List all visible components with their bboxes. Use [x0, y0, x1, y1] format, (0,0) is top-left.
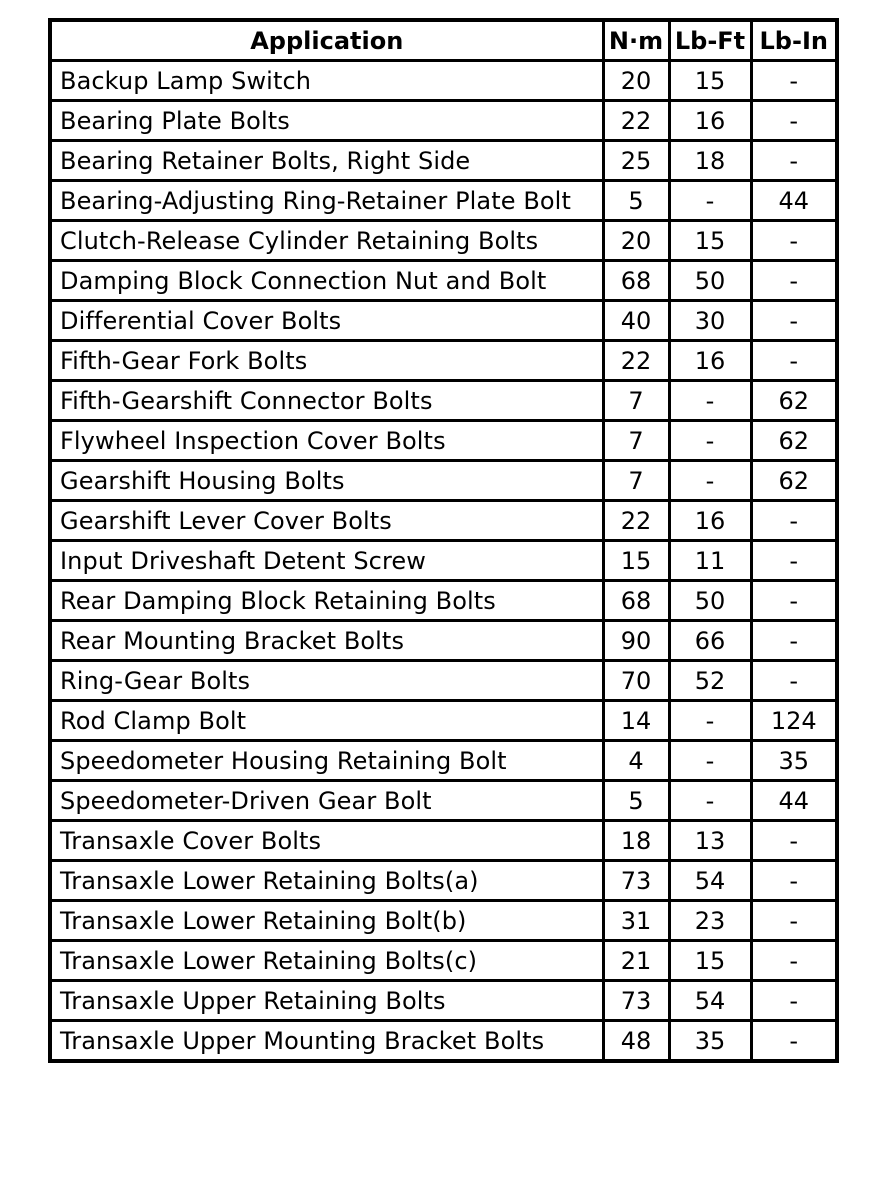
cell-lbin: 62: [751, 461, 837, 501]
cell-nm: 5: [603, 181, 669, 221]
table-row: [50, 101, 837, 141]
table-row: [50, 501, 837, 541]
cell-lbft: 66: [669, 621, 751, 661]
cell-lbin: 44: [751, 181, 837, 221]
table-row: [50, 421, 837, 461]
table-row: [50, 221, 837, 261]
cell-lbft: 16: [669, 341, 751, 381]
cell-nm: 20: [603, 221, 669, 261]
cell-lbin: 124: [751, 701, 837, 741]
cell-lbft: 35: [669, 1021, 751, 1062]
cell-lbft: 15: [669, 221, 751, 261]
table-row: [50, 1021, 837, 1062]
cell-lbft: -: [669, 781, 751, 821]
cell-lbin: -: [751, 341, 837, 381]
cell-lbin: -: [751, 661, 837, 701]
cell-nm: 7: [603, 381, 669, 421]
cell-lbft: 15: [669, 941, 751, 981]
cell-nm: 48: [603, 1021, 669, 1062]
cell-lbin: -: [751, 101, 837, 141]
cell-lbin: 35: [751, 741, 837, 781]
column-header-lbft: Lb-Ft: [669, 20, 751, 61]
cell-lbin: -: [751, 501, 837, 541]
cell-lbft: 54: [669, 861, 751, 901]
cell-nm: 70: [603, 661, 669, 701]
cell-application: Input Driveshaft Detent Screw: [50, 541, 603, 581]
table-row: [50, 701, 837, 741]
table-row: [50, 861, 837, 901]
table-row: [50, 261, 837, 301]
cell-lbft: 16: [669, 501, 751, 541]
table-row: [50, 941, 837, 981]
cell-lbft: -: [669, 461, 751, 501]
cell-lbin: -: [751, 821, 837, 861]
cell-lbft: 15: [669, 61, 751, 101]
cell-application: Fifth-Gearshift Connector Bolts: [50, 381, 603, 421]
cell-lbin: -: [751, 541, 837, 581]
cell-nm: 14: [603, 701, 669, 741]
cell-application: Rod Clamp Bolt: [50, 701, 603, 741]
column-header-application: Application: [50, 20, 603, 61]
table-row: [50, 141, 837, 181]
table-row: [50, 821, 837, 861]
cell-application: Bearing Retainer Bolts, Right Side: [50, 141, 603, 181]
column-header-nm: N·m: [603, 20, 669, 61]
cell-lbin: -: [751, 981, 837, 1021]
cell-nm: 90: [603, 621, 669, 661]
cell-application: Transaxle Upper Retaining Bolts: [50, 981, 603, 1021]
cell-nm: 20: [603, 61, 669, 101]
cell-application: Rear Mounting Bracket Bolts: [50, 621, 603, 661]
cell-lbft: 54: [669, 981, 751, 1021]
table-row: [50, 981, 837, 1021]
cell-lbft: 23: [669, 901, 751, 941]
cell-lbin: -: [751, 941, 837, 981]
cell-nm: 4: [603, 741, 669, 781]
cell-application: Gearshift Lever Cover Bolts: [50, 501, 603, 541]
cell-application: Fifth-Gear Fork Bolts: [50, 341, 603, 381]
cell-nm: 25: [603, 141, 669, 181]
cell-application: Transaxle Upper Mounting Bracket Bolts: [50, 1021, 603, 1062]
table-row: [50, 621, 837, 661]
cell-lbft: 13: [669, 821, 751, 861]
cell-lbin: -: [751, 221, 837, 261]
cell-application: Transaxle Lower Retaining Bolt(b): [50, 901, 603, 941]
cell-lbin: 62: [751, 381, 837, 421]
table-row: [50, 381, 837, 421]
cell-nm: 22: [603, 501, 669, 541]
cell-application: Gearshift Housing Bolts: [50, 461, 603, 501]
cell-application: Damping Block Connection Nut and Bolt: [50, 261, 603, 301]
cell-nm: 22: [603, 341, 669, 381]
cell-lbft: 50: [669, 581, 751, 621]
cell-application: Speedometer Housing Retaining Bolt: [50, 741, 603, 781]
cell-nm: 18: [603, 821, 669, 861]
cell-nm: 7: [603, 461, 669, 501]
cell-nm: 7: [603, 421, 669, 461]
cell-nm: 22: [603, 101, 669, 141]
cell-application: Bearing-Adjusting Ring-Retainer Plate Bolt: [50, 181, 603, 221]
cell-application: Differential Cover Bolts: [50, 301, 603, 341]
cell-nm: 5: [603, 781, 669, 821]
cell-application: Transaxle Cover Bolts: [50, 821, 603, 861]
cell-nm: 31: [603, 901, 669, 941]
cell-lbin: -: [751, 61, 837, 101]
cell-nm: 21: [603, 941, 669, 981]
cell-application: Rear Damping Block Retaining Bolts: [50, 581, 603, 621]
cell-lbin: -: [751, 301, 837, 341]
cell-nm: 73: [603, 981, 669, 1021]
column-header-lbin: Lb-In: [751, 20, 837, 61]
cell-application: Ring-Gear Bolts: [50, 661, 603, 701]
table-row: [50, 341, 837, 381]
cell-lbft: 18: [669, 141, 751, 181]
cell-nm: 15: [603, 541, 669, 581]
cell-lbft: 30: [669, 301, 751, 341]
table-row: [50, 901, 837, 941]
torque-specification-table: [48, 18, 839, 1063]
table-row: [50, 461, 837, 501]
cell-lbin: -: [751, 141, 837, 181]
cell-lbft: 50: [669, 261, 751, 301]
table-row: [50, 581, 837, 621]
cell-application: Flywheel Inspection Cover Bolts: [50, 421, 603, 461]
cell-lbft: 11: [669, 541, 751, 581]
table-row: [50, 661, 837, 701]
cell-lbin: -: [751, 901, 837, 941]
cell-nm: 40: [603, 301, 669, 341]
table-row: [50, 741, 837, 781]
cell-lbft: -: [669, 181, 751, 221]
cell-lbin: -: [751, 621, 837, 661]
table-row: [50, 301, 837, 341]
cell-application: Backup Lamp Switch: [50, 61, 603, 101]
table-header-row: [50, 20, 837, 61]
table-row: [50, 181, 837, 221]
cell-lbft: 52: [669, 661, 751, 701]
cell-lbin: -: [751, 581, 837, 621]
cell-lbft: 16: [669, 101, 751, 141]
cell-application: Clutch-Release Cylinder Retaining Bolts: [50, 221, 603, 261]
table-body: [50, 61, 837, 1062]
table-row: [50, 61, 837, 101]
cell-application: Transaxle Lower Retaining Bolts(a): [50, 861, 603, 901]
cell-lbin: -: [751, 1021, 837, 1062]
table-row: [50, 781, 837, 821]
cell-lbft: -: [669, 381, 751, 421]
cell-lbin: -: [751, 261, 837, 301]
cell-nm: 68: [603, 261, 669, 301]
cell-application: Speedometer-Driven Gear Bolt: [50, 781, 603, 821]
cell-application: Transaxle Lower Retaining Bolts(c): [50, 941, 603, 981]
cell-nm: 73: [603, 861, 669, 901]
cell-lbin: -: [751, 861, 837, 901]
cell-nm: 68: [603, 581, 669, 621]
cell-lbin: 44: [751, 781, 837, 821]
cell-application: Bearing Plate Bolts: [50, 101, 603, 141]
cell-lbft: -: [669, 421, 751, 461]
cell-lbin: 62: [751, 421, 837, 461]
cell-lbft: -: [669, 701, 751, 741]
table-row: [50, 541, 837, 581]
cell-lbft: -: [669, 741, 751, 781]
